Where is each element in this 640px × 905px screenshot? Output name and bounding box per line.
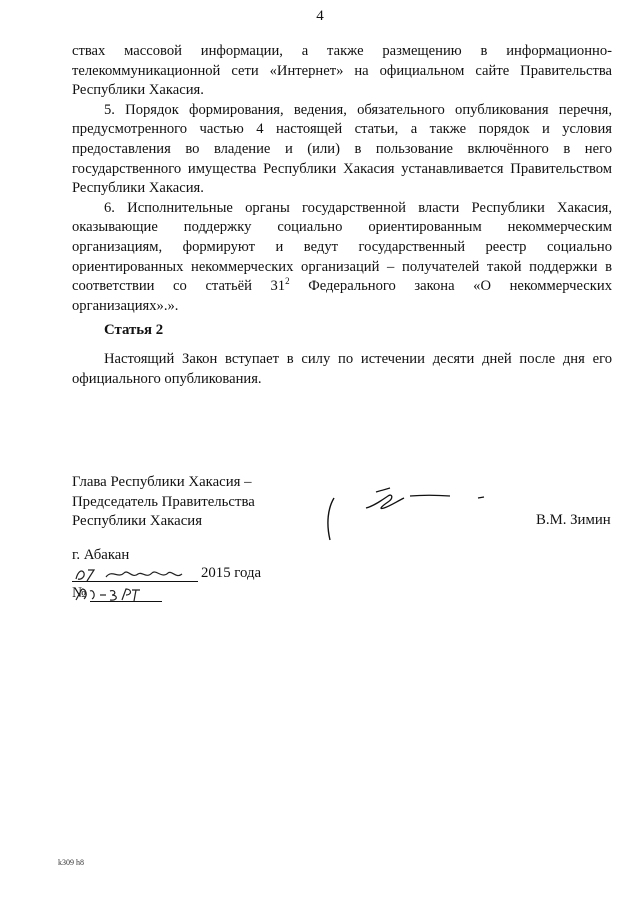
handwritten-signature [318, 478, 498, 548]
item-6-superscript: 2 [285, 276, 290, 287]
article-2-text: Настоящий Закон вступает в силу по истечении десяти дней после дня его официального опубликования. [72, 351, 612, 387]
main-text [72, 42, 612, 316]
item-6-paragraph [72, 199, 612, 317]
number-handwritten [90, 585, 162, 602]
item-6-text-end: Федерального закона «О некоммерческих организациях».». [72, 278, 612, 314]
signer-name: В.М. Зимин [536, 512, 611, 528]
number-line [72, 585, 252, 607]
place-of-signing: г. Абакан [72, 547, 130, 563]
date-line [72, 565, 332, 587]
date-year: 2015 года [201, 565, 262, 581]
number-sign: № [72, 585, 87, 601]
date-handwritten [72, 565, 198, 582]
continuation-paragraph: ствах массовой информации, а также размещению в информационно-телекоммуникационной сети «Интернет» на официальном сайте Правительства Республики Хакасия. [72, 43, 612, 99]
footer-code: k309 h8 [58, 858, 84, 867]
item-6-text-start: 6. Исполнительные органы государственной власти Республики Хакасия, оказывающие поддержку социально ориентированным некоммерческим организациям, формируют и ведут государственный реестр социально ориентированных некоммерческих организаций – получателей такой поддержки в соответствии со статьёй 31 [72, 199, 612, 295]
article-2-body [72, 350, 612, 389]
signatory-line-2: Председатель Правительства [72, 493, 255, 510]
signatory-title [72, 473, 255, 532]
page-number: 4 [316, 8, 324, 24]
signatory-line-3: Республики Хакасия [72, 513, 203, 529]
article-2-heading: Статья 2 [104, 322, 164, 338]
item-5-paragraph: 5. Порядок формирования, ведения, обязательного опубликования перечня, предусмотренного частью 4 настоящей статьи, а также порядок и условия предоставления во владение и (или) в пользование включённого в него государственного имущества Республики Хакасия устанавливается Правительством Республики Хакасия. [72, 101, 612, 197]
signatory-line-1: Глава Республики Хакасия – [72, 474, 252, 490]
date-handwriting [72, 565, 198, 583]
